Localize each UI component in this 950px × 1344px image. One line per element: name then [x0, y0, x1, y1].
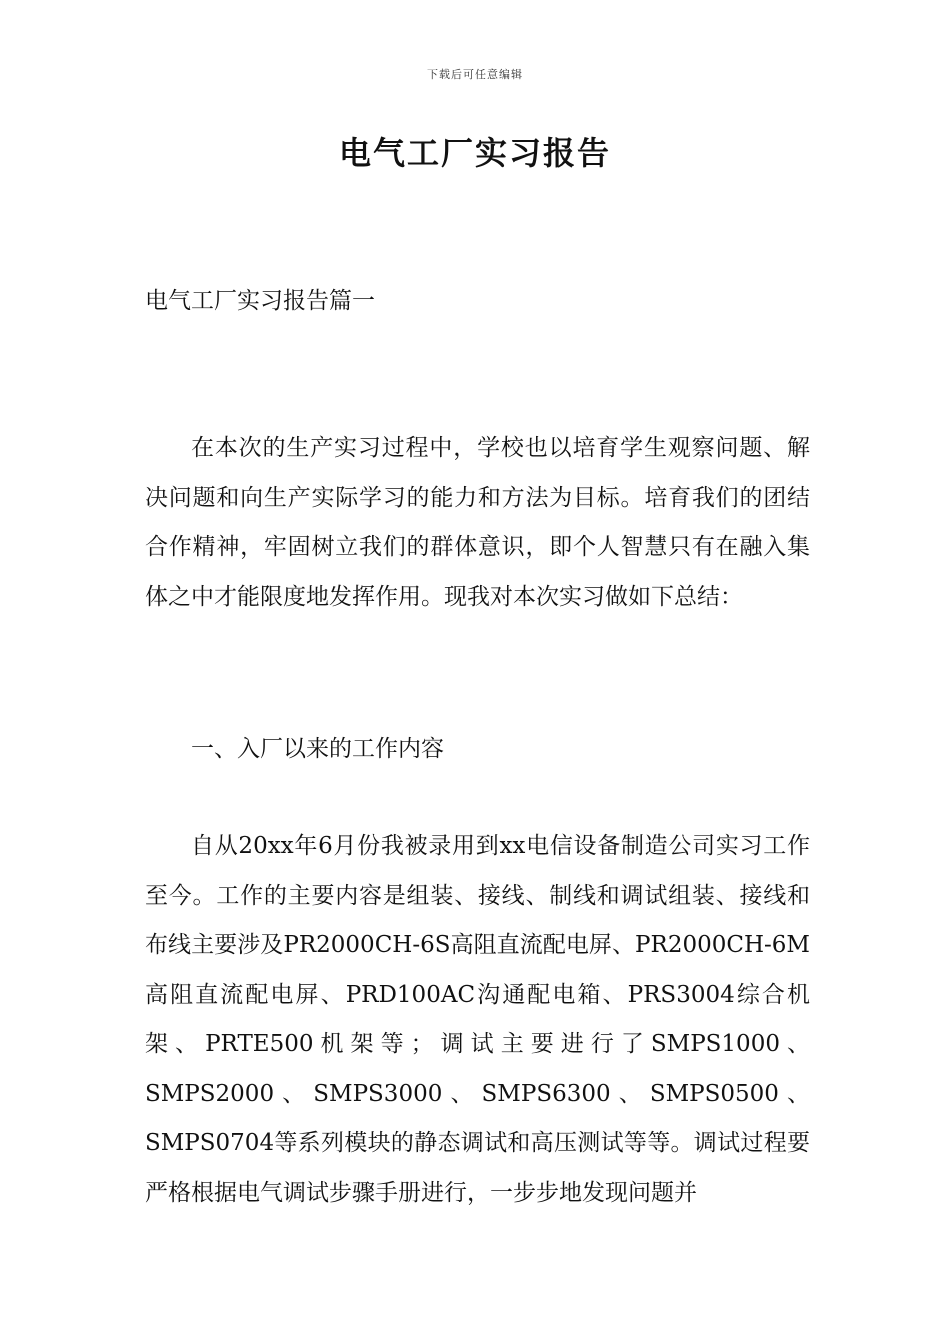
paragraph-work-content: 自从20xx年6月份我被录用到xx电信设备制造公司实习工作至今。工作的主要内容是组装、接线、制线和调试组装、接线和布线主要涉及PR2000CH-6S高阻直流配电屏、PR2000CH-6M高阻直流配电屏、PRD100AC沟通配电箱、PRS3004综合机架、PRTE500机架等；调试主要进行了SMPS1000、SMPS2000、SMPS3000、SMPS6300、SMPS0500、SMPS0704等系列模块的静态调试和高压测试等等。调试过程要严格根据电气调试步骤手册进行，一步步地发现问题并 [145, 833, 810, 1206]
section-title: 电气工厂实习报告篇一 [145, 288, 375, 314]
document-title: 电气工厂实习报告 [338, 134, 611, 172]
heading-work-content: 一、入厂以来的工作内容 [191, 736, 444, 762]
header-note: 下载后可任意编辑 [427, 68, 523, 81]
paragraph-intro: 在本次的生产实习过程中，学校也以培育学生观察问题、解决问题和向生产实际学习的能力和方法为目标。培育我们的团结合作精神，牢固树立我们的群体意识，即个人智慧只有在融入集体之中才能限度地发挥作用。现我对本次实习做如下总结： [145, 435, 810, 610]
